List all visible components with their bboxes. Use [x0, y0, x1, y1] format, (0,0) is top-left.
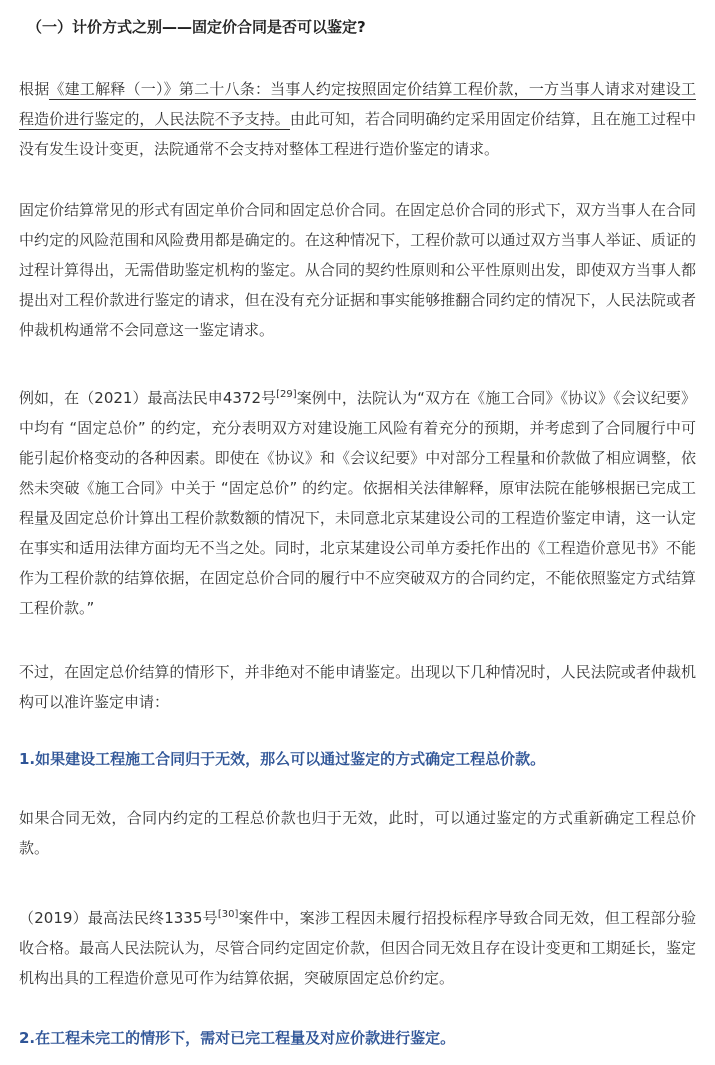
subheading-invalid-contract: 1.如果建设工程施工合同归于无效，那么可以通过鉴定的方式确定工程总价款。: [19, 750, 546, 768]
paragraph-judicial-interpretation: [19, 74, 696, 164]
footnote-ref-29[interactable]: [29]: [276, 389, 297, 400]
footnote-ref-30[interactable]: [30]: [217, 909, 239, 920]
paragraph-exceptions: 不过，在固定总价结算的情形下，并非绝对不能申请鉴定。出现以下几种情况时，人民法院或者仲裁机构可以准许鉴定申请：: [19, 663, 696, 711]
case-intro: 例如，在（2021）最高法民申4372号: [19, 389, 277, 407]
case-intro: （2019）最高法民终1335号: [19, 909, 218, 927]
paragraph-fixed-price-forms: 固定价结算常见的形式有固定单价合同和固定总价合同。在固定总价合同的形式下，双方当事人在合同中约定的风险范围和风险费用都是确定的。在这种情况下，工程价款可以通过双方当事人举证、质证的过程计算得出，无需借助鉴定机构的鉴定。从合同的契约性原则和公平性原则出发，即使双方当事人都提出对工程价款进行鉴定的请求，但在没有充分证据和事实能够推翻合同约定的情况下，人民法院或者仲裁机构通常不会同意这一鉴定请求。: [19, 201, 696, 339]
paragraph-invalid-contract: 如果合同无效，合同内约定的工程总价款也归于无效，此时，可以通过鉴定的方式重新确定工程总价款。: [19, 809, 696, 857]
underlined-quote: 《建工解释（一）》第二十八条：当事人约定按照固定价结算工程价款，一方当事人请求对建设工程造价进行鉴定的，人民法院不予支持。: [19, 80, 696, 128]
section-title: （一）计价方式之别——固定价合同是否可以鉴定?: [27, 18, 366, 36]
case-body: 案件中，案涉工程因未履行招投标程序导致合同无效，但工程部分验收合格。最高人民法院认为，尽管合同约定固定价款，但因合同无效且存在设计变更和工期延长，鉴定机构出具的工程造价意见可作为结算依据，突破原固定总价约定。: [19, 909, 696, 987]
paragraph-case-4372: [19, 383, 696, 623]
paragraph-rest: 由此可知，若合同明确约定采用固定价结算，且在施工过程中没有发生设计变更，法院通常不会支持对整体工程进行造价鉴定的请求。: [19, 110, 696, 158]
case-body: 案例中，法院认为“双方在《施工合同》《协议》《会议纪要》中均有 “固定总价” 的约定，充分表明双方对建设施工风险有着充分的预期，并考虑到了合同履行中可能引起价格变动的各种因素。即使在《协议》和《会议纪要》中对部分工程量和价款做了相应调整，依然未突破《施工合同》中关于 “固定总价” 的约定。依据相关法律解释，原审法院在能够根据已完成工程量及固定总价计算出工程价款数额的情况下，未同意北京某建设公司的工程造价鉴定申请，这一认定在事实和适用法律方面均无不当之处。同时，北京某建设公司单方委托作出的《工程造价意见书》不能作为工程价款的结算依据，在固定总价合同的履行中不应突破双方的合同约定，不能依照鉴定方式结算工程价款。”: [19, 389, 696, 617]
subheading-unfinished-project: 2.在工程未完工的情形下，需对已完工程量及对应价款进行鉴定。: [19, 1029, 456, 1047]
paragraph-case-1335: [19, 903, 696, 993]
paragraph-lead: 根据: [19, 80, 50, 98]
